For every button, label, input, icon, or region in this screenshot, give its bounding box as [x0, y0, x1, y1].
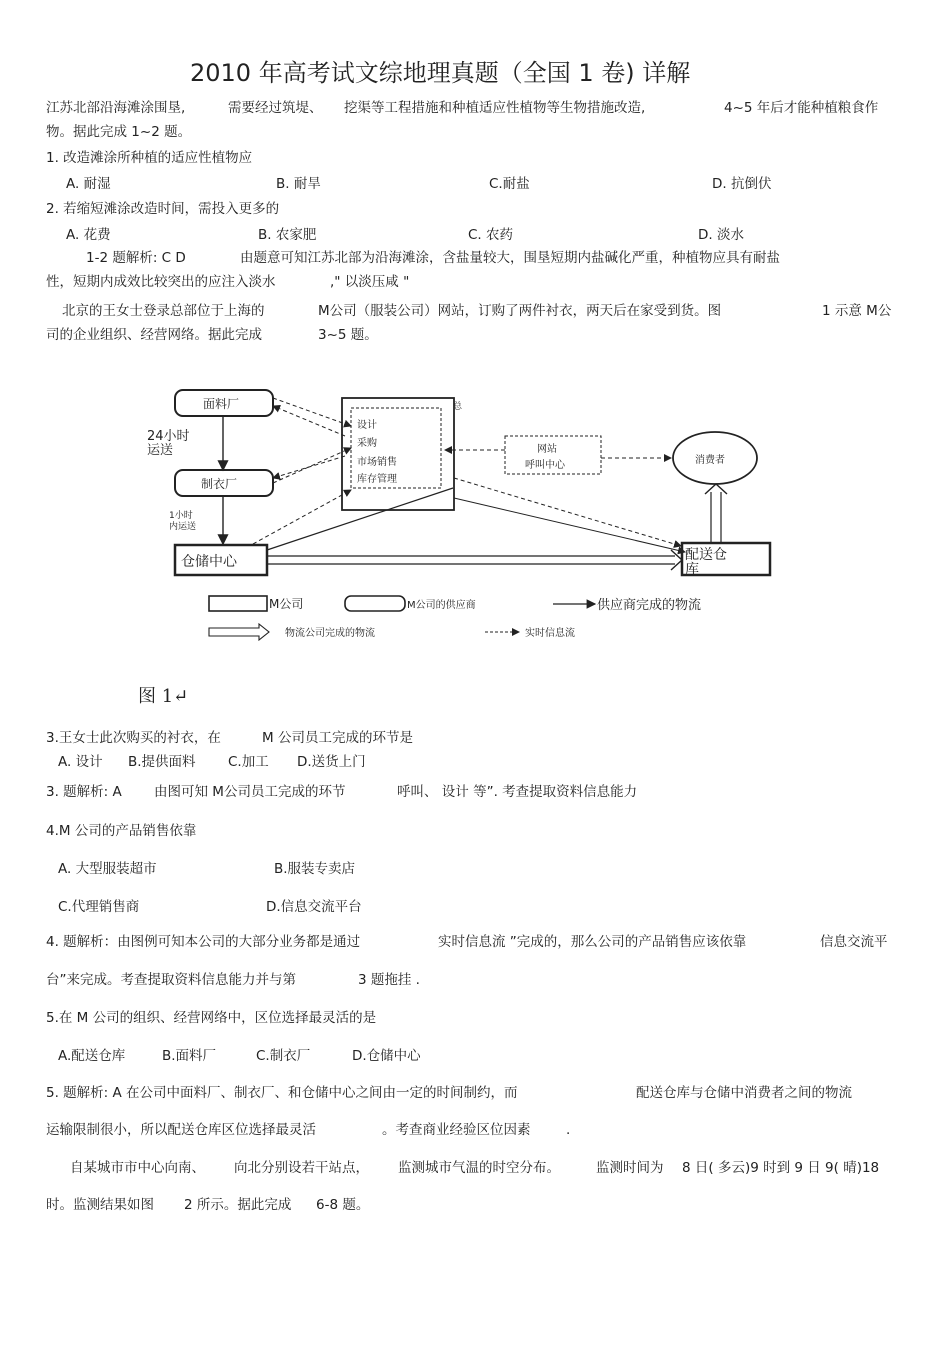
legend-supplier-swatch	[345, 596, 405, 611]
answer-text: 由图可知 M公司员工完成的环节	[154, 784, 346, 800]
option: C. 农药	[468, 227, 514, 243]
delivery-warehouse-label: 配送仓	[685, 547, 727, 563]
question-stem: 2. 若缩短滩涂改造时间，需投入更多的	[46, 201, 280, 217]
legend-logistics-label: 物流公司完成的物流	[285, 628, 375, 639]
transport-1h-label-2: 内运送	[169, 522, 197, 532]
question-stem: 1. 改造滩涂所种植的适应性植物应	[46, 150, 253, 166]
option: C.代理销售商	[58, 899, 140, 915]
question-stem: 5.在 M 公司的组织、经营网络中，区位选择最灵活的是	[46, 1010, 377, 1026]
text: 向北分别设若干站点，	[234, 1160, 369, 1176]
option: A. 设计	[58, 754, 103, 770]
text: 3~5 题。	[318, 327, 378, 343]
legend-info-label: 实时信息流	[525, 628, 575, 639]
answer-text: 呼叫、 设计 等”. 考查提取资料信息能力	[397, 784, 638, 800]
option: A.配送仓库	[58, 1048, 126, 1064]
warehouse-label: 仓储中心	[181, 554, 237, 570]
text: 由题意可知江苏北部为沿海滩涂，含盐量较大，围垦短期内盐碱化严重，种植物应具有耐盐	[240, 250, 780, 266]
info-flow-arrow	[454, 478, 681, 546]
text: 性，短期内成效比较突出的应注入淡水	[46, 274, 276, 290]
hq-item-marketing: 市场销售	[357, 457, 397, 468]
text: 江苏北部沿海滩涂围垦,	[46, 100, 186, 116]
answer-text: 信息交流平	[820, 934, 888, 950]
text: 1-2 题解析: C D	[86, 250, 186, 266]
info-flow-arrow	[253, 490, 351, 544]
question-stem: 3.王女士此次购买的衬衣，在	[46, 730, 221, 746]
consumer-label: 消费者	[695, 455, 725, 466]
legend-supplier-label: M公司的供应商	[407, 600, 476, 611]
legend-supplier-flow-label: 供应商完成的物流	[597, 598, 702, 613]
logistics-arrowhead	[705, 484, 727, 494]
hq-item-inventory: 库存管理	[357, 474, 397, 485]
delivery-warehouse-label-2: 库	[685, 562, 699, 578]
text: 监测城市气温的时空分布。	[398, 1160, 560, 1176]
supplier-flow-arrow	[454, 498, 685, 552]
option: C.耐盐	[489, 176, 530, 192]
text: 挖渠等工程措施和种植适应性植物等生物措施改造,	[344, 100, 646, 116]
hq-label: 总	[453, 402, 463, 412]
transport-24h-label: 24小时	[147, 429, 190, 444]
website-label: 网站	[537, 444, 557, 455]
option: A. 大型服装超市	[58, 861, 157, 877]
answer-text: 3 题拖挂 .	[358, 972, 420, 988]
answer-text: 3. 题解析: A	[46, 784, 122, 800]
option: D.信息交流平台	[266, 899, 362, 915]
option: D.仓储中心	[352, 1048, 421, 1064]
option: B. 农家肥	[258, 227, 317, 243]
answer-text: 实时信息流 ”完成的，那么公司的产品销售应该依靠	[438, 934, 747, 950]
text: 需要经过筑堤、	[228, 100, 323, 116]
figure-caption: 图 1↵	[138, 686, 189, 707]
text: 4~5 年后才能种植粮食作	[724, 100, 879, 116]
text: ," 以淡压咸 "	[330, 274, 410, 290]
option: B.提供面料	[128, 754, 196, 770]
legend-company-label: M公司	[269, 597, 304, 611]
answer-text: 5. 题解析: A 在公司中面料厂、制衣厂、和仓储中心之间由一定的时间制约，而	[46, 1085, 518, 1101]
answer-text: 。考查商业经验区位因素	[382, 1122, 531, 1138]
transport-1h-label: 1小时	[169, 511, 193, 521]
text: 北京的王女士登录总部位于上海的	[62, 303, 265, 319]
supplier-flow-arrow	[267, 488, 453, 550]
answer-text: .	[566, 1122, 571, 1138]
option: C.加工	[228, 754, 269, 770]
garment-factory-label: 制衣厂	[201, 477, 238, 491]
answer-text: 台”来完成。考查提取资料信息能力并与第	[46, 972, 296, 988]
legend-company-swatch	[209, 596, 267, 611]
option: A. 花费	[66, 227, 111, 243]
text: M公司（服装公司）网站，订购了两件衬衣，两天后在家受到货。图	[318, 303, 722, 319]
text: 6-8 题。	[316, 1197, 370, 1213]
call-center-label: 呼叫中心	[525, 460, 565, 471]
text: 时。监测结果如图	[46, 1197, 154, 1213]
page-title: 2010 年高考试文综地理真题（全国 1 卷) 详解	[190, 59, 691, 87]
info-flow-arrow	[273, 456, 345, 478]
answer-text: 4. 题解析：由图例可知本公司的大部分业务都是通过	[46, 934, 361, 950]
info-flow-arrow	[273, 448, 351, 483]
option: D.送货上门	[297, 754, 366, 770]
logistics-arrowhead	[671, 550, 682, 570]
legend-logistics-swatch	[209, 624, 269, 640]
question-stem: M 公司员工完成的环节是	[262, 730, 413, 746]
option: D. 抗倒伏	[712, 176, 772, 192]
option: B.服装专卖店	[274, 861, 356, 877]
answer-text: 运输限制很小，所以配送仓库区位选择最灵活	[46, 1122, 316, 1138]
hq-item-purchase: 采购	[357, 438, 377, 449]
option: B.面料厂	[162, 1048, 217, 1064]
hq-item-design: 设计	[357, 420, 377, 431]
option: A. 耐湿	[66, 176, 111, 192]
option: C.制衣厂	[256, 1048, 311, 1064]
text: 物。据此完成 1~2 题。	[46, 124, 192, 140]
transport-24h-label-2: 运送	[147, 443, 174, 458]
fabric-factory-label: 面料厂	[203, 397, 240, 411]
question-stem: 4.M 公司的产品销售依靠	[46, 823, 197, 839]
answer-text: 配送仓库与仓储中消费者之间的物流	[636, 1085, 852, 1101]
text: 8 日( 多云)9 时到 9 日 9( 晴)18	[682, 1160, 880, 1176]
text: 监测时间为	[596, 1160, 664, 1176]
network-diagram	[145, 378, 805, 648]
text: 司的企业组织、经营网络。据此完成	[46, 327, 262, 343]
option: D. 淡水	[698, 227, 744, 243]
option: B. 耐旱	[276, 176, 321, 192]
text: 自某城市市中心向南、	[70, 1160, 205, 1176]
text: 1 示意 M公	[822, 303, 892, 319]
text: 2 所示。据此完成	[184, 1197, 292, 1213]
